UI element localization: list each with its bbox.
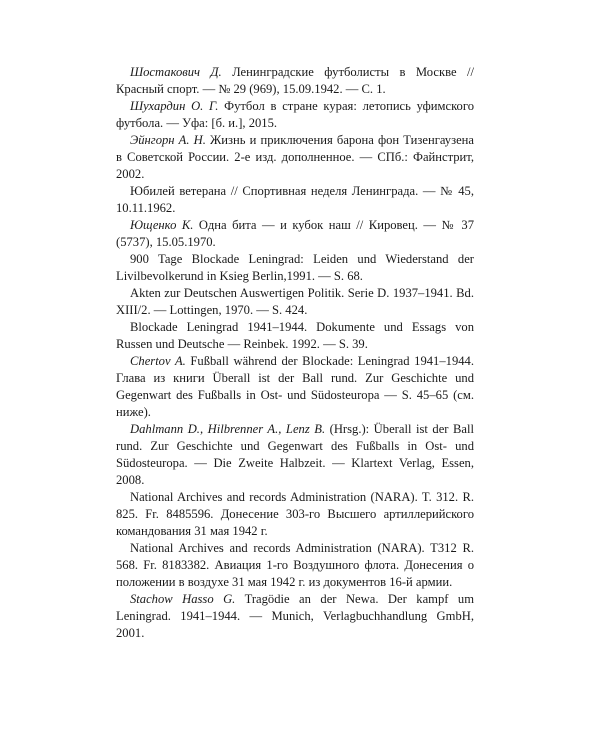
bibliography-entry [116,64,474,98]
bibliography-entry [116,183,474,217]
entry-text: Юбилей ветерана // Спортивная неделя Ленинграда. — № 45, 10.11.1962. [116,184,474,215]
bibliography-entry [116,98,474,132]
bibliography-entry [116,591,474,642]
bibliography-entry [116,540,474,591]
entry-text: National Archives and records Administration (NARA). T. 312. R. 825. Fr. 8485596. Донесение 303-го Высшего артиллерийского командования 31 мая 1942 г. [116,490,474,538]
entry-text: (Hrsg.): Überall ist der Ball rund. Zur Geschichte und Gegenwart des Fußballs in Ost- und Südosteuropa. — Die Zweite Halbzeit. — Klartext Verlag, Essen, 2008. [116,422,475,487]
entry-author: Chertov A. [130,354,186,368]
bibliography-entry [116,353,474,421]
bibliography-entry [116,217,474,251]
entry-text: National Archives and records Administration (NARA). T312 R. 568. Fr. 8183382. Авиация 1-го Воздушного флота. Донесения о положении в воздухе 31 мая 1942 г. из документов 16-й армии. [116,541,474,589]
entry-author: Эйнгорн А. Н. [130,133,206,147]
bibliography-entry [116,421,474,489]
entry-text: Ленинградские футболисты в Москве // Красный спорт. — № 29 (969), 15.09.1942. — С. 1. [116,65,474,96]
bibliography-list [116,64,474,642]
entry-text: Футбол в стране курая: летопись уфимского футбола. — Уфа: [б. и.], 2015. [116,99,474,130]
entry-text: 900 Tage Blockade Leningrad: Leiden und Wiederstand der Livilbevolkerund in Ksieg Berlin,1991. — S. 68. [116,252,474,283]
bibliography-entry [116,285,474,319]
entry-text: Tragödie an der Newa. Der kampf um Leningrad. 1941–1944. — Munich, Verlagbuchhandlung GmbH, 2001. [116,592,474,640]
entry-text: Fußball während der Blockade: Leningrad 1941–1944. Глава из книги Überall ist der Ball rund. Zur Geschichte und Gegenwart des Fußballs in Ost- und Südosteuropa — S. 45–65 (см. ниже). [116,354,474,419]
bibliography-entry [116,251,474,285]
entry-author: Шостакович Д. [130,65,222,79]
entry-author: Шухардин О. Г. [130,99,219,113]
entry-author: Ющенко К. [130,218,194,232]
bibliography-entry [116,489,474,540]
bibliography-entry [116,319,474,353]
entry-text: Akten zur Deutschen Auswertigen Politik. Serie D. 1937–1941. Bd. XIII/2. — Lottingen, 1970. — S. 424. [116,286,474,317]
entry-text: Жизнь и приключения барона фон Тизенгаузена в Советской России. 2-е изд. дополненное. — СПб.: Файнстрит, 2002. [116,133,474,181]
entry-author: Dahlmann D., Hilbrenner A., Lenz B. [130,422,326,436]
entry-author: Stachow Hasso G. [130,592,236,606]
entry-text: Одна бита — и кубок наш // Кировец. — № 37 (5737), 15.05.1970. [116,218,474,249]
entry-text: Blockade Leningrad 1941–1944. Dokumente und Essags von Russen und Deutsche — Reinbek. 1992. — S. 39. [116,320,474,351]
bibliography-entry [116,132,474,183]
